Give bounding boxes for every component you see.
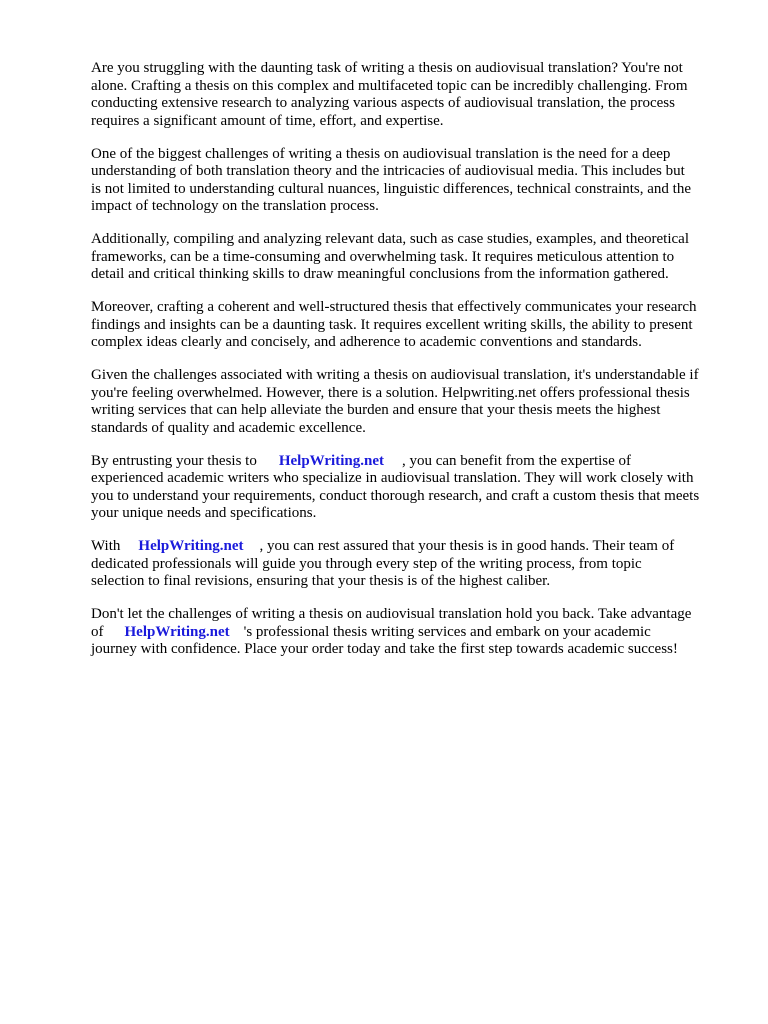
text-line: Additionally, compiling and analyzing relevant data, such as case studies, examples, and theoretical <box>91 231 690 247</box>
text-line: conducting extensive research to analyzing various aspects of audiovisual translation, the process <box>91 95 675 111</box>
text-fragment: , you can rest assured that your thesis is in good hands. Their team of <box>259 538 675 554</box>
text-line: your unique needs and specifications. <box>91 505 317 521</box>
text-line: alone. Crafting a thesis on this complex and multifaceted topic can be incredibly challenging. From <box>91 77 688 94</box>
text-line: journey with confidence. Place your order today and take the first step towards academic success! <box>91 641 678 657</box>
paragraph-intro <box>91 60 731 130</box>
paragraph-challenges <box>91 146 731 216</box>
text-line: Are you struggling with the daunting task of writing a thesis on audiovisual translation? You're not <box>91 60 683 76</box>
text-line <box>91 453 731 471</box>
helpwriting-link[interactable]: HelpWriting.net <box>124 623 230 640</box>
text-line: frameworks, can be a time-consuming and overwhelming task. It requires meticulous attention to <box>91 248 675 265</box>
text-line: selection to final revisions, ensuring that your thesis is of the highest caliber. <box>91 573 551 589</box>
text-fragment: , you can benefit from the expertise of <box>401 452 632 469</box>
text-line: Given the challenges associated with writing a thesis on audiovisual translation, it's understandable if <box>91 367 699 383</box>
text-line <box>91 538 731 556</box>
paragraph-assurance <box>91 538 731 591</box>
text-fragment: With <box>91 538 121 554</box>
text-line: impact of technology on the translation process. <box>91 198 379 214</box>
paragraph-solution <box>91 367 731 437</box>
paragraph-call-to-action <box>91 606 731 659</box>
text-line: Moreover, crafting a coherent and well-structured thesis that effectively communicates your research <box>91 299 697 315</box>
text-fragment: By entrusting your thesis to <box>91 452 257 469</box>
text-line: requires a significant amount of time, effort, and expertise. <box>91 112 444 129</box>
document-body <box>91 60 731 674</box>
text-line: you're feeling overwhelmed. However, there is a solution. Helpwriting.net offers professional thesis <box>91 384 690 401</box>
text-line: detail and critical thinking skills to draw meaningful conclusions from the information gathered. <box>91 266 669 282</box>
text-line: is not limited to understanding cultural nuances, linguistic differences, technical constraints, and the <box>91 180 691 197</box>
text-line: Don't let the challenges of writing a thesis on audiovisual translation hold you back. Take advantage <box>91 606 692 622</box>
text-line: writing services that can help alleviate the burden and ensure that your thesis meets the highest <box>91 402 661 418</box>
text-line: understanding of both translation theory and the intricacies of audiovisual media. This includes but <box>91 163 685 179</box>
paragraph-data-analysis <box>91 231 731 284</box>
helpwriting-link[interactable]: HelpWriting.net <box>278 452 384 469</box>
text-fragment: 's professional thesis writing services and embark on your academic <box>243 623 651 640</box>
paragraph-entrusting <box>91 453 731 523</box>
helpwriting-link[interactable]: HelpWriting.net <box>138 538 244 554</box>
text-line: experienced academic writers who specialize in audiovisual translation. They will work closely with <box>91 470 694 486</box>
text-line: dedicated professionals will guide you through every step of the writing process, from topic <box>91 555 642 572</box>
text-line: findings and insights can be a daunting task. It requires excellent writing skills, the ability to present <box>91 316 693 333</box>
paragraph-structure <box>91 299 731 352</box>
text-line: One of the biggest challenges of writing a thesis on audiovisual translation is the need for a deep <box>91 145 671 162</box>
text-line: complex ideas clearly and concisely, and adherence to academic conventions and standards. <box>91 334 642 350</box>
text-line: standards of quality and academic excellence. <box>91 419 366 436</box>
text-fragment: of <box>91 623 104 640</box>
text-line <box>91 624 731 642</box>
text-line: you to understand your requirements, conduct thorough research, and craft a custom thesis that meets <box>91 487 700 504</box>
